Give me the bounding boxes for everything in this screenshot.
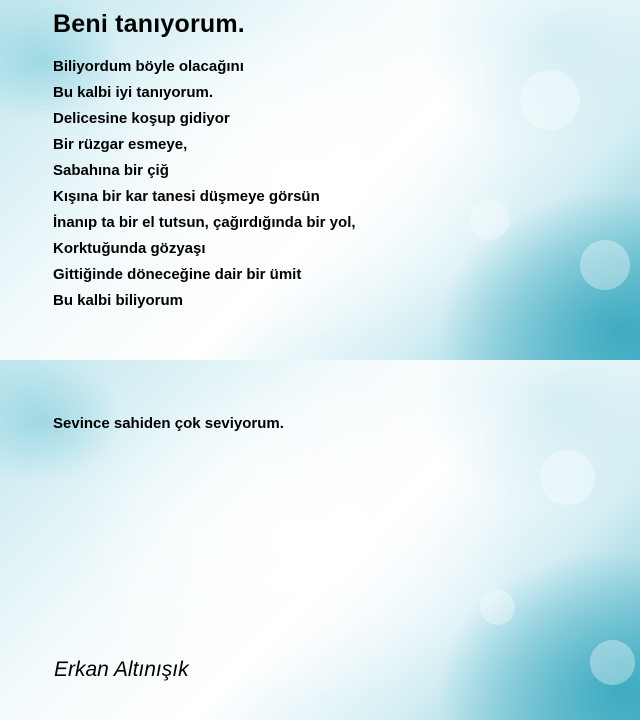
poem-line: Delicesine koşup gidiyor [53, 110, 230, 127]
bokeh-light [520, 70, 580, 130]
poem-line: Bu kalbi iyi tanıyorum. [53, 84, 214, 101]
poem-line: Bir rüzgar esmeye, [53, 136, 188, 153]
bokeh-light [480, 590, 515, 625]
poem-line: Kışına bir kar tanesi düşmeye görsün [53, 188, 320, 205]
poem-title: Beni tanıyorum. [53, 10, 245, 38]
poem-stanza [53, 54, 356, 314]
poem-line: İnanıp ta bir el tutsun, çağırdığında bir yol, [53, 214, 356, 231]
poem-line: Gittiğinde döneceğine dair bir ümit [53, 266, 302, 283]
bokeh-light [580, 240, 630, 290]
poem-line: Korktuğunda gözyaşı [53, 240, 206, 257]
bokeh-light [540, 450, 595, 505]
poem-closing-line: Sevince sahiden çok seviyorum. [53, 415, 284, 432]
poem-bottom-panel [0, 360, 640, 720]
poem-line: Sabahına bir çiğ [53, 162, 169, 179]
bokeh-light [590, 640, 635, 685]
poem-line: Bu kalbi biliyorum [53, 292, 184, 309]
bokeh-light [470, 200, 510, 240]
poem-line: Biliyordum böyle olacağını [53, 58, 244, 75]
poem-author: Erkan Altınışık [54, 658, 189, 681]
